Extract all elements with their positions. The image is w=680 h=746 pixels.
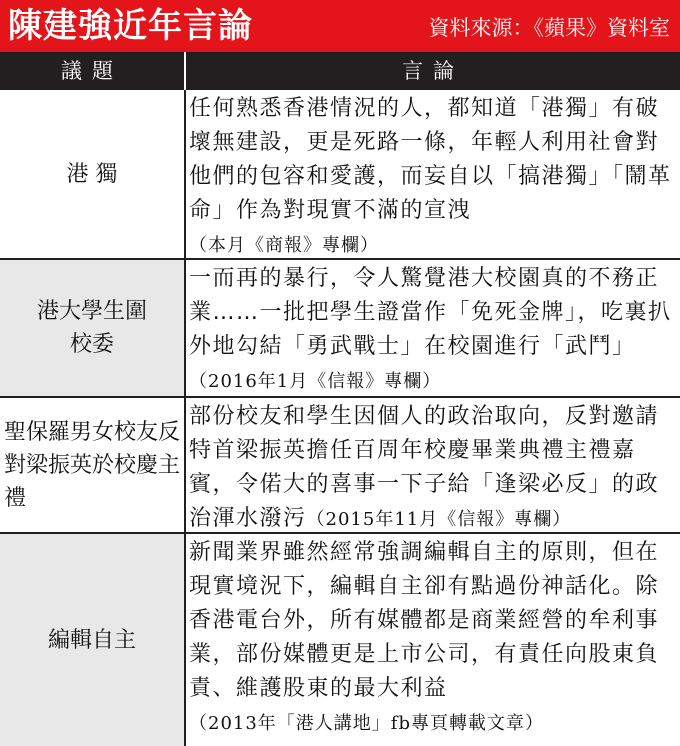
quote-cell	[186, 90, 678, 258]
topic-cell	[0, 260, 184, 396]
quote-citation: （2013年「港人講地」fb專頁轉載文章）	[189, 713, 544, 734]
source-credit: 資料來源：《蘋果》資料室	[428, 16, 670, 40]
table-row	[0, 260, 680, 396]
quote-text: 部份校友和學生因個人的政治取向，反對邀請特首梁振英擔任百周年校慶畢業典禮主禮嘉賓，令偌大的喜事一下子給「逢梁必反」的政治渾水潑污	[189, 404, 660, 531]
quote-cell	[186, 398, 678, 532]
topic-text: 聖保羅男女校友反對梁振英於校慶主禮	[4, 419, 181, 511]
table-row	[0, 534, 680, 746]
topic-cell: 編輯自主	[0, 534, 184, 746]
quote-citation: （本月《商報》專欄）	[189, 235, 379, 256]
quote-text: 任何熟悉香港情況的人，都知道「港獨」有破壞無建設，更是死路一條，年輕人利用社會對他們的包容和愛護，而妄自以「搞港獨」「鬧革命」作為對現實不滿的宣洩	[189, 96, 672, 223]
topic-cell: 港 獨	[0, 90, 184, 258]
page-title: 陳建強近年言論	[8, 6, 253, 46]
quote-cell	[186, 534, 678, 746]
header-banner	[0, 0, 680, 52]
topic-cell	[0, 398, 184, 532]
quote-text: 新聞業界雖然經常強調編輯自主的原則，但在現實境況下，編輯自主卻有點過份神話化。除香港電台外，所有媒體都是商業經營的牟利事業，部份媒體更是上市公司，有責任向股東負責、維護股東的最大利益	[189, 540, 660, 701]
topic-text: 港大學生圍校委	[37, 299, 148, 357]
quote-text: 一而再的暴行，令人驚覺港大校園真的不務正業……一批把學生證當作「免死金牌」，吃裏扒外地勾結「勇武戰士」在校園進行「武鬥」	[189, 266, 672, 359]
column-header-quote: 言論	[186, 52, 680, 90]
column-header-topic: 議題	[0, 52, 184, 90]
quote-citation: （2015年11月《信報》專欄）	[306, 509, 572, 530]
table-row	[0, 398, 680, 532]
quote-citation: （2016年1月《信報》專欄）	[189, 371, 442, 392]
table-row	[0, 90, 680, 258]
quote-cell	[186, 260, 678, 396]
